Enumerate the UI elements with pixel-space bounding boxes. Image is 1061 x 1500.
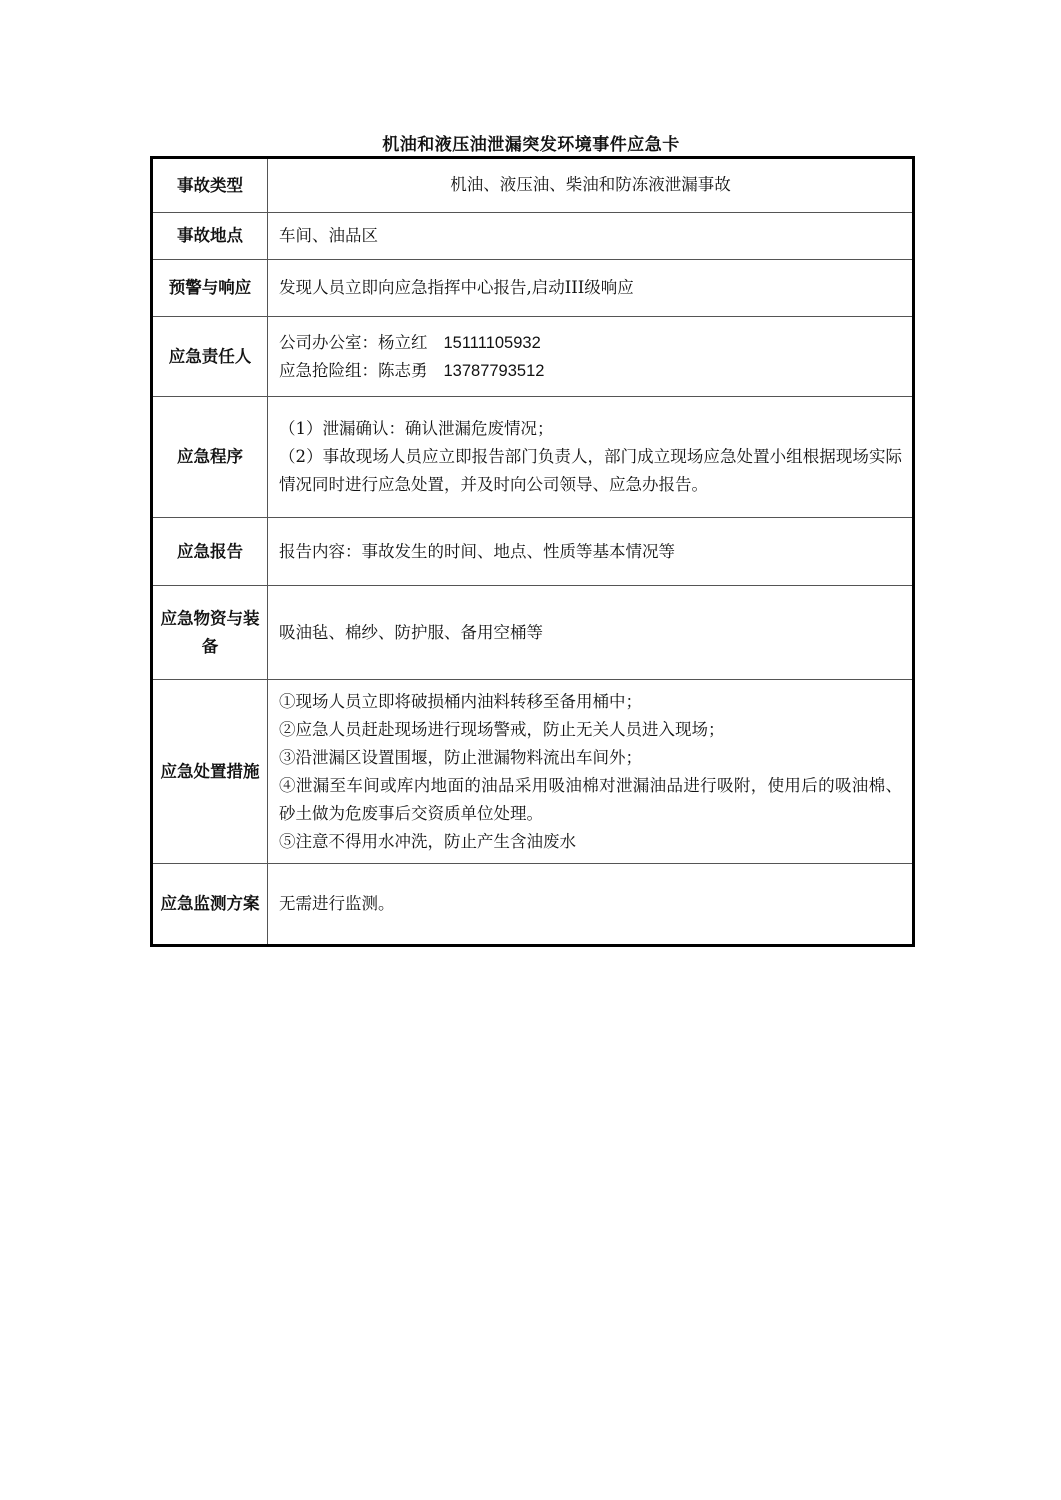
- document-title: 机油和液压油泄漏突发环境事件应急卡: [382, 135, 680, 155]
- table-row-emergency-measures: [152, 680, 914, 864]
- warning-response-value: 发现人员立即向应急指挥中心报告,启动III级响应: [268, 260, 914, 317]
- responsible-line-office: [279, 329, 902, 357]
- accident-location-label: 事故地点: [152, 213, 268, 260]
- measure-item-1: ①现场人员立即将破损桶内油料转移至备用桶中；: [279, 691, 642, 711]
- table-row-accident-location: [152, 213, 914, 260]
- table-row-emergency-procedure: [152, 397, 914, 518]
- emergency-report-value: 报告内容：事故发生的时间、地点、性质等基本情况等: [268, 518, 914, 586]
- table-row-accident-type: [152, 158, 914, 213]
- table-row-emergency-monitoring: [152, 864, 914, 946]
- emergency-procedure-label: 应急程序: [152, 397, 268, 518]
- emergency-card-table: [150, 156, 915, 947]
- responsible-rescue-text: 应急抢险组：陈志勇: [279, 360, 428, 380]
- table-row-emergency-report: [152, 518, 914, 586]
- accident-location-value: 车间、油品区: [268, 213, 914, 260]
- emergency-materials-value: 吸油毡、棉纱、防护服、备用空桶等: [268, 586, 914, 680]
- accident-type-value: 机油、液压油、柴油和防冻液泄漏事故: [268, 158, 914, 213]
- measure-item-4: ④泄漏至车间或库内地面的油品采用吸油棉对泄漏油品进行吸附，使用后的吸油棉、砂土做为危废事后交资质单位处理。: [279, 775, 902, 823]
- responsible-line-rescue: [279, 357, 902, 385]
- emergency-report-label: 应急报告: [152, 518, 268, 586]
- emergency-procedure-value: [268, 397, 914, 518]
- procedure-step-2: （2）事故现场人员应立即报告部门负责人，部门成立现场应急处置小组根据现场实际情况同时进行应急处置，并及时向公司领导、应急办报告。: [279, 447, 902, 494]
- emergency-materials-label: 应急物资与装备: [152, 586, 268, 680]
- table-row-emergency-materials: [152, 586, 914, 680]
- procedure-step-1: （1）泄漏确认：确认泄漏危废情况；: [279, 419, 554, 438]
- accident-type-label: 事故类型: [152, 158, 268, 213]
- emergency-measures-label: 应急处置措施: [152, 680, 268, 864]
- responsible-rescue-phone: 13787793512: [443, 361, 545, 380]
- warning-response-label: 预警与响应: [152, 260, 268, 317]
- emergency-monitoring-label: 应急监测方案: [152, 864, 268, 946]
- responsible-office-phone: 15111105932: [443, 333, 541, 352]
- table-row-responsible-person: [152, 317, 914, 397]
- responsible-person-label: 应急责任人: [152, 317, 268, 397]
- measure-item-5: ⑤注意不得用水冲洗，防止产生含油废水: [279, 831, 576, 851]
- measure-item-2: ②应急人员赶赴现场进行现场警戒，防止无关人员进入现场；: [279, 719, 725, 739]
- responsible-person-value: [268, 317, 914, 397]
- emergency-measures-value: [268, 680, 914, 864]
- measure-item-3: ③沿泄漏区设置围堰，防止泄漏物料流出车间外；: [279, 747, 642, 767]
- emergency-monitoring-value: 无需进行监测。: [268, 864, 914, 946]
- responsible-office-text: 公司办公室：杨立红: [279, 332, 428, 352]
- table-row-warning-response: [152, 260, 914, 317]
